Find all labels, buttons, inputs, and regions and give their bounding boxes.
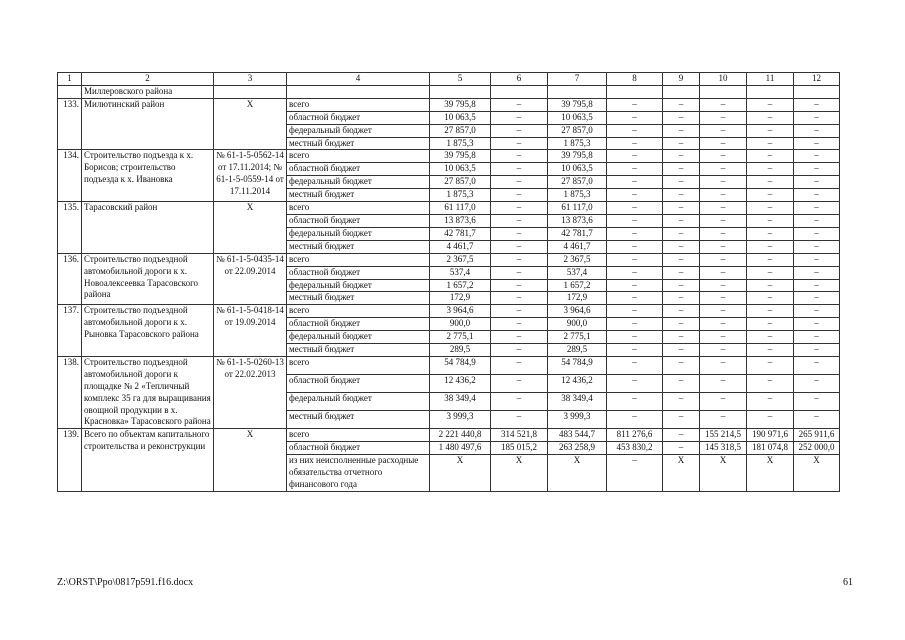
amount-cell: – xyxy=(663,111,700,124)
amount-cell: – xyxy=(700,202,747,215)
table-row xyxy=(58,253,840,266)
amount-cell: 1 480 497,6 xyxy=(430,442,491,455)
amount-cell: – xyxy=(794,318,840,331)
amount-cell: – xyxy=(663,266,700,279)
expertise-document: № 61-1-5-0260-13 от 22.02.2013 xyxy=(214,356,287,428)
amount-cell: – xyxy=(663,305,700,318)
amount-cell: – xyxy=(491,240,548,253)
amount-cell: 39 795,8 xyxy=(430,98,491,111)
amount-cell: – xyxy=(491,344,548,357)
amount-cell: – xyxy=(700,163,747,176)
column-header: 1 xyxy=(58,73,82,86)
amount-cell: – xyxy=(663,279,700,292)
funding-source: федеральный бюджет xyxy=(287,227,430,240)
amount-cell: – xyxy=(794,344,840,357)
continuation-row xyxy=(58,85,840,98)
amount-cell: – xyxy=(663,411,700,429)
table-row xyxy=(58,202,840,215)
amount-cell: 10 063,5 xyxy=(548,163,607,176)
amount-cell: – xyxy=(607,356,663,374)
amount-cell: – xyxy=(607,137,663,150)
amount-cell: – xyxy=(794,331,840,344)
column-header: 12 xyxy=(794,73,840,86)
amount-cell: – xyxy=(794,393,840,411)
amount-cell: – xyxy=(607,176,663,189)
amount-cell: – xyxy=(491,375,548,393)
amount-cell: 314 521,8 xyxy=(491,429,548,442)
row-number: 138. xyxy=(58,356,82,428)
funding-source: федеральный бюджет xyxy=(287,331,430,344)
amount-cell: – xyxy=(663,442,700,455)
budget-table xyxy=(57,72,840,492)
amount-cell: 12 436,2 xyxy=(430,375,491,393)
column-header: 7 xyxy=(548,73,607,86)
funding-source: из них неисполненные расходные обязательства отчетного финансового года xyxy=(287,455,430,492)
amount-cell: – xyxy=(700,253,747,266)
column-header: 10 xyxy=(700,73,747,86)
amount-cell: – xyxy=(607,455,663,492)
amount-cell: 27 857,0 xyxy=(548,124,607,137)
amount-cell: – xyxy=(663,240,700,253)
amount-cell: – xyxy=(663,375,700,393)
amount-cell: – xyxy=(747,318,794,331)
funding-source: всего xyxy=(287,150,430,163)
amount-cell: – xyxy=(491,189,548,202)
amount-cell: – xyxy=(663,214,700,227)
amount-cell: – xyxy=(491,253,548,266)
column-number-header xyxy=(58,73,840,86)
amount-cell: – xyxy=(663,189,700,202)
amount-cell: – xyxy=(747,111,794,124)
amount-cell: – xyxy=(747,292,794,305)
amount-cell: 3 999,3 xyxy=(548,411,607,429)
amount-cell: 42 781,7 xyxy=(430,227,491,240)
amount-cell: – xyxy=(663,292,700,305)
amount-cell: – xyxy=(794,202,840,215)
amount-cell: 1 875,3 xyxy=(430,189,491,202)
amount-cell: – xyxy=(700,305,747,318)
funding-source: всего xyxy=(287,98,430,111)
amount-cell: 61 117,0 xyxy=(548,202,607,215)
column-header: 2 xyxy=(82,73,214,86)
column-header: 5 xyxy=(430,73,491,86)
amount-cell: – xyxy=(747,137,794,150)
amount-cell: – xyxy=(607,111,663,124)
amount-cell: – xyxy=(663,393,700,411)
amount-cell: 3 964,6 xyxy=(548,305,607,318)
funding-source: федеральный бюджет xyxy=(287,393,430,411)
amount-cell: 289,5 xyxy=(548,344,607,357)
amount-cell: – xyxy=(794,214,840,227)
amount-cell: – xyxy=(794,305,840,318)
amount-cell: – xyxy=(491,292,548,305)
amount-cell: – xyxy=(607,202,663,215)
amount-cell: – xyxy=(491,202,548,215)
column-header: 3 xyxy=(214,73,287,86)
object-name: Строительство подъездной автомобильной дороги к х. Новоалексеевка Тарасовского района xyxy=(82,253,214,305)
amount-cell: – xyxy=(700,189,747,202)
amount-cell: – xyxy=(491,163,548,176)
table-row xyxy=(58,305,840,318)
funding-source: областной бюджет xyxy=(287,375,430,393)
amount-cell: – xyxy=(794,279,840,292)
amount-cell: 39 795,8 xyxy=(430,150,491,163)
column-header: 6 xyxy=(491,73,548,86)
amount-cell: – xyxy=(700,393,747,411)
amount-cell: X xyxy=(747,455,794,492)
amount-cell: – xyxy=(747,240,794,253)
funding-source: всего xyxy=(287,429,430,442)
amount-cell: 42 781,7 xyxy=(548,227,607,240)
amount-cell: X xyxy=(548,455,607,492)
table-row xyxy=(58,429,840,442)
funding-source: областной бюджет xyxy=(287,266,430,279)
amount-cell: 155 214,5 xyxy=(700,429,747,442)
amount-cell: 1 875,3 xyxy=(548,189,607,202)
amount-cell: – xyxy=(663,429,700,442)
amount-cell: X xyxy=(430,455,491,492)
amount-cell: – xyxy=(747,189,794,202)
amount-cell: – xyxy=(794,111,840,124)
column-header: 8 xyxy=(607,73,663,86)
funding-source: местный бюджет xyxy=(287,411,430,429)
amount-cell: – xyxy=(700,111,747,124)
amount-cell: 13 873,6 xyxy=(548,214,607,227)
amount-cell: – xyxy=(747,266,794,279)
amount-cell: – xyxy=(607,163,663,176)
amount-cell: – xyxy=(607,292,663,305)
amount-cell: – xyxy=(491,331,548,344)
amount-cell: – xyxy=(607,253,663,266)
amount-cell: 12 436,2 xyxy=(548,375,607,393)
row-number: 137. xyxy=(58,305,82,357)
amount-cell: – xyxy=(794,163,840,176)
funding-source: областной бюджет xyxy=(287,214,430,227)
row-number: 134. xyxy=(58,150,82,202)
amount-cell: 2 221 440,8 xyxy=(430,429,491,442)
funding-source: местный бюджет xyxy=(287,292,430,305)
amount-cell: 39 795,8 xyxy=(548,150,607,163)
amount-cell: – xyxy=(663,137,700,150)
amount-cell: 172,9 xyxy=(548,292,607,305)
amount-cell: – xyxy=(663,253,700,266)
amount-cell: – xyxy=(794,98,840,111)
amount-cell: – xyxy=(491,227,548,240)
amount-cell: – xyxy=(700,214,747,227)
amount-cell: 181 074,8 xyxy=(747,442,794,455)
amount-cell: – xyxy=(607,98,663,111)
amount-cell: 289,5 xyxy=(430,344,491,357)
amount-cell: 13 873,6 xyxy=(430,214,491,227)
amount-cell: 10 063,5 xyxy=(430,111,491,124)
amount-cell: – xyxy=(491,176,548,189)
amount-cell: – xyxy=(794,411,840,429)
funding-source: местный бюджет xyxy=(287,344,430,357)
amount-cell: 2 775,1 xyxy=(430,331,491,344)
amount-cell: 2 367,5 xyxy=(548,253,607,266)
amount-cell: – xyxy=(663,163,700,176)
funding-source: местный бюджет xyxy=(287,240,430,253)
amount-cell: – xyxy=(794,150,840,163)
amount-cell: – xyxy=(491,318,548,331)
expertise-document: X xyxy=(214,202,287,254)
amount-cell: – xyxy=(607,318,663,331)
amount-cell: – xyxy=(700,124,747,137)
amount-cell: – xyxy=(700,344,747,357)
expertise-document: № 61-1-5-0418-14 от 19.09.2014 xyxy=(214,305,287,357)
object-name: Тарасовский район xyxy=(82,202,214,254)
amount-cell: – xyxy=(663,202,700,215)
amount-cell: – xyxy=(491,214,548,227)
funding-source: областной бюджет xyxy=(287,318,430,331)
amount-cell: – xyxy=(663,344,700,357)
amount-cell: – xyxy=(747,124,794,137)
amount-cell: – xyxy=(607,411,663,429)
amount-cell: – xyxy=(700,137,747,150)
funding-source: областной бюджет xyxy=(287,442,430,455)
amount-cell: – xyxy=(491,305,548,318)
amount-cell: 263 258,9 xyxy=(548,442,607,455)
amount-cell: 38 349,4 xyxy=(430,393,491,411)
amount-cell: – xyxy=(747,227,794,240)
amount-cell: – xyxy=(747,150,794,163)
amount-cell: 3 964,6 xyxy=(430,305,491,318)
expertise-document: X xyxy=(214,429,287,492)
column-header: 11 xyxy=(747,73,794,86)
amount-cell: – xyxy=(607,240,663,253)
footer-file-path: Z:\ORST\Ppo\0817p591.f16.docx xyxy=(57,577,194,588)
amount-cell: – xyxy=(607,393,663,411)
object-name: Строительство подъездной автомобильной дороги к площадке № 2 «Тепличный комплекс 35 га для выращивания овощной продукции в х. Красновка» Тарасовского района xyxy=(82,356,214,428)
amount-cell: – xyxy=(794,124,840,137)
amount-cell: – xyxy=(491,124,548,137)
amount-cell: – xyxy=(491,411,548,429)
amount-cell: 185 015,2 xyxy=(491,442,548,455)
amount-cell: – xyxy=(700,279,747,292)
amount-cell: – xyxy=(663,124,700,137)
amount-cell: – xyxy=(663,356,700,374)
amount-cell: – xyxy=(794,240,840,253)
amount-cell: 2 775,1 xyxy=(548,331,607,344)
amount-cell: X xyxy=(794,455,840,492)
amount-cell: – xyxy=(607,227,663,240)
amount-cell: 145 318,5 xyxy=(700,442,747,455)
row-number: 139. xyxy=(58,429,82,492)
amount-cell: – xyxy=(747,202,794,215)
amount-cell: 2 367,5 xyxy=(430,253,491,266)
amount-cell: – xyxy=(607,331,663,344)
amount-cell: – xyxy=(663,331,700,344)
funding-source: местный бюджет xyxy=(287,189,430,202)
amount-cell: – xyxy=(607,189,663,202)
amount-cell: – xyxy=(663,98,700,111)
expertise-document: № 61-1-5-0435-14 от 22.09.2014 xyxy=(214,253,287,305)
amount-cell: – xyxy=(700,240,747,253)
row-number: 135. xyxy=(58,202,82,254)
amount-cell: – xyxy=(747,344,794,357)
amount-cell: 900,0 xyxy=(548,318,607,331)
amount-cell: – xyxy=(663,176,700,189)
amount-cell: – xyxy=(491,356,548,374)
amount-cell: 54 784,9 xyxy=(430,356,491,374)
amount-cell: – xyxy=(700,266,747,279)
amount-cell: – xyxy=(794,189,840,202)
table-row xyxy=(58,98,840,111)
object-name: Милютинский район xyxy=(82,98,214,150)
column-header: 9 xyxy=(663,73,700,86)
amount-cell: 1 657,2 xyxy=(548,279,607,292)
amount-cell: – xyxy=(607,150,663,163)
amount-cell: – xyxy=(747,214,794,227)
amount-cell: – xyxy=(747,411,794,429)
row-number: 136. xyxy=(58,253,82,305)
continuation-text: Миллеровского района xyxy=(82,85,214,98)
amount-cell: 537,4 xyxy=(430,266,491,279)
amount-cell: 252 000,0 xyxy=(794,442,840,455)
amount-cell: 61 117,0 xyxy=(430,202,491,215)
amount-cell: – xyxy=(794,375,840,393)
funding-source: федеральный бюджет xyxy=(287,124,430,137)
amount-cell: X xyxy=(663,455,700,492)
amount-cell: – xyxy=(607,279,663,292)
amount-cell: 265 911,6 xyxy=(794,429,840,442)
amount-cell: – xyxy=(607,344,663,357)
amount-cell: – xyxy=(491,279,548,292)
funding-source: федеральный бюджет xyxy=(287,176,430,189)
amount-cell: 3 999,3 xyxy=(430,411,491,429)
table-row xyxy=(58,356,840,374)
amount-cell: 10 063,5 xyxy=(430,163,491,176)
amount-cell: 190 971,6 xyxy=(747,429,794,442)
amount-cell: 453 830,2 xyxy=(607,442,663,455)
amount-cell: 537,4 xyxy=(548,266,607,279)
amount-cell: – xyxy=(700,176,747,189)
amount-cell: – xyxy=(747,163,794,176)
amount-cell: – xyxy=(747,176,794,189)
amount-cell: – xyxy=(794,227,840,240)
amount-cell: 38 349,4 xyxy=(548,393,607,411)
amount-cell: – xyxy=(794,137,840,150)
amount-cell: – xyxy=(747,356,794,374)
funding-source: всего xyxy=(287,305,430,318)
amount-cell: 27 857,0 xyxy=(430,124,491,137)
amount-cell: – xyxy=(700,318,747,331)
amount-cell: X xyxy=(491,455,548,492)
row-number: 133. xyxy=(58,98,82,150)
table-row xyxy=(58,150,840,163)
amount-cell: 39 795,8 xyxy=(548,98,607,111)
page-number: 61 xyxy=(843,577,853,588)
amount-cell: – xyxy=(700,356,747,374)
amount-cell: – xyxy=(663,150,700,163)
expertise-document: X xyxy=(214,98,287,150)
funding-source: всего xyxy=(287,356,430,374)
amount-cell: – xyxy=(700,227,747,240)
object-name: Строительство подъездной автомобильной дороги к х. Рыновка Тарасовского района xyxy=(82,305,214,357)
amount-cell: – xyxy=(491,393,548,411)
funding-source: областной бюджет xyxy=(287,111,430,124)
amount-cell: – xyxy=(794,356,840,374)
amount-cell: – xyxy=(747,393,794,411)
amount-cell: 1 657,2 xyxy=(430,279,491,292)
amount-cell: – xyxy=(794,266,840,279)
funding-source: областной бюджет xyxy=(287,163,430,176)
amount-cell: – xyxy=(794,292,840,305)
amount-cell: 27 857,0 xyxy=(430,176,491,189)
amount-cell: – xyxy=(747,98,794,111)
amount-cell: – xyxy=(663,227,700,240)
amount-cell: 4 461,7 xyxy=(548,240,607,253)
amount-cell: – xyxy=(747,279,794,292)
amount-cell: – xyxy=(747,305,794,318)
amount-cell: – xyxy=(607,305,663,318)
amount-cell: 900,0 xyxy=(430,318,491,331)
amount-cell: – xyxy=(491,150,548,163)
amount-cell: 4 461,7 xyxy=(430,240,491,253)
amount-cell: – xyxy=(700,98,747,111)
expertise-document: № 61-1-5-0562-14 от 17.11.2014; № 61-1-5-0559-14 от 17.11.2014 xyxy=(214,150,287,202)
amount-cell: – xyxy=(747,331,794,344)
amount-cell: 27 857,0 xyxy=(548,176,607,189)
amount-cell: 10 063,5 xyxy=(548,111,607,124)
amount-cell: 1 875,3 xyxy=(430,137,491,150)
amount-cell: 54 784,9 xyxy=(548,356,607,374)
funding-source: всего xyxy=(287,202,430,215)
amount-cell: – xyxy=(491,98,548,111)
amount-cell: – xyxy=(491,111,548,124)
amount-cell: – xyxy=(700,411,747,429)
amount-cell: – xyxy=(491,266,548,279)
funding-source: федеральный бюджет xyxy=(287,279,430,292)
object-name: Всего по объектам капитального строительства и реконструкции xyxy=(82,429,214,492)
amount-cell: – xyxy=(663,318,700,331)
amount-cell: 172,9 xyxy=(430,292,491,305)
amount-cell: – xyxy=(794,176,840,189)
amount-cell: – xyxy=(747,375,794,393)
amount-cell: – xyxy=(747,253,794,266)
amount-cell: – xyxy=(607,124,663,137)
column-header: 4 xyxy=(287,73,430,86)
amount-cell: X xyxy=(700,455,747,492)
amount-cell: – xyxy=(700,375,747,393)
amount-cell: – xyxy=(794,253,840,266)
amount-cell: – xyxy=(607,266,663,279)
funding-source: местный бюджет xyxy=(287,137,430,150)
funding-source: всего xyxy=(287,253,430,266)
amount-cell: – xyxy=(700,150,747,163)
amount-cell: 811 276,6 xyxy=(607,429,663,442)
amount-cell: 1 875,3 xyxy=(548,137,607,150)
amount-cell: 483 544,7 xyxy=(548,429,607,442)
amount-cell: – xyxy=(607,214,663,227)
amount-cell: – xyxy=(700,331,747,344)
amount-cell: – xyxy=(607,375,663,393)
object-name: Строительство подъезда к х. Борисов; строительство подъезда к х. Ивановка xyxy=(82,150,214,202)
amount-cell: – xyxy=(700,292,747,305)
amount-cell: – xyxy=(491,137,548,150)
